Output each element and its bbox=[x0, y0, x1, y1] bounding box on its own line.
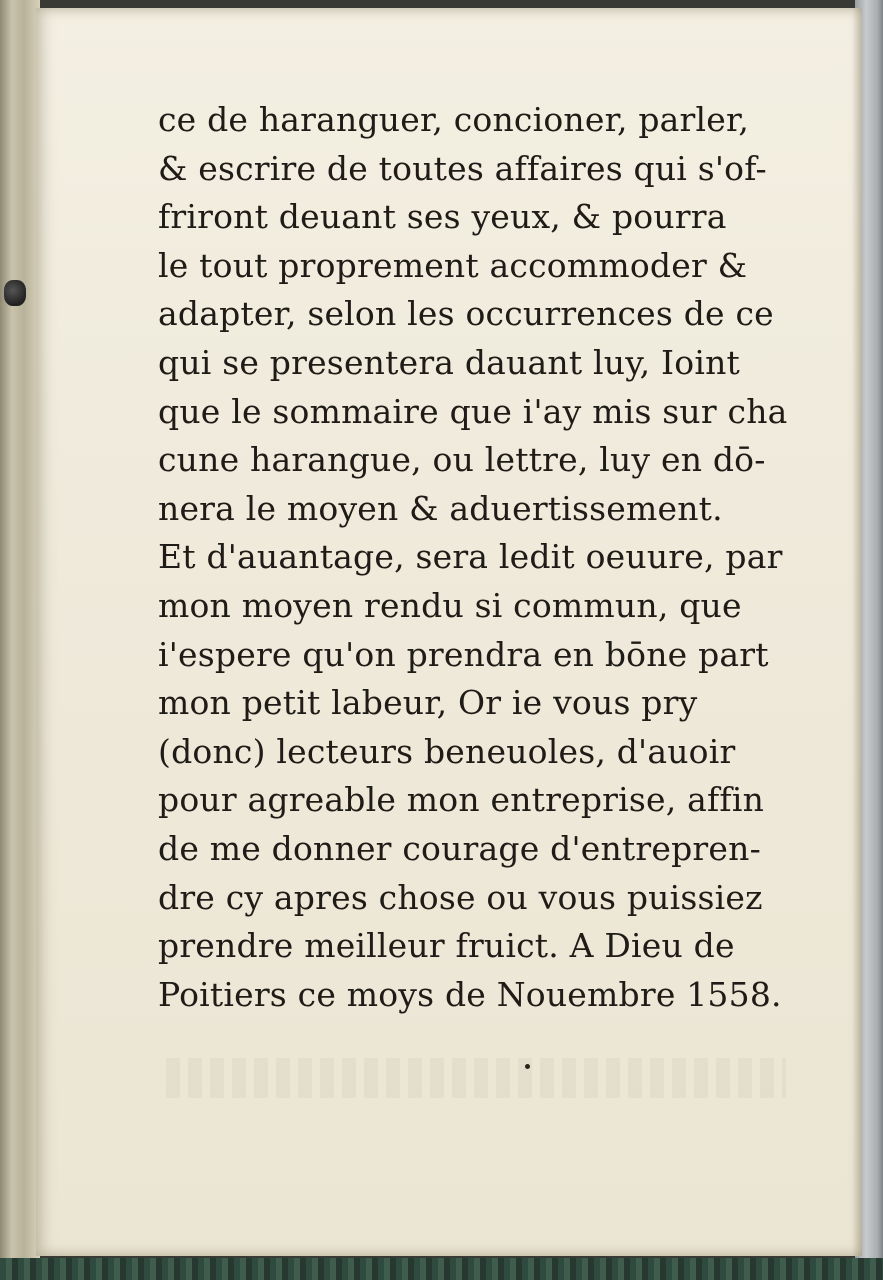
text-line: Et d'auantage, sera ledit oeuure, par bbox=[158, 537, 783, 577]
text-line: adapter, selon les occurrences de ce bbox=[158, 294, 774, 334]
text-line: nera le moyen & aduertissement. bbox=[158, 488, 723, 528]
show-through bbox=[166, 1058, 786, 1098]
text-line: ce de haranguer, concioner, parler, bbox=[158, 100, 750, 139]
text-line: le tout proprement accommoder & bbox=[158, 245, 748, 285]
text-line: cune harangue, ou lettre, luy en dō- bbox=[158, 440, 766, 480]
page-text bbox=[158, 96, 818, 1019]
text-line: i'espere qu'on prendra en bōne part bbox=[158, 634, 769, 674]
text-line: & escrire de toutes affaires qui s'of- bbox=[158, 148, 767, 188]
text-line: Poitiers ce moys de Nouembre 1558. bbox=[158, 974, 782, 1014]
text-line: prendre meilleur fruict. A Dieu de bbox=[158, 926, 735, 966]
text-line: que le sommaire que i'ay mis sur cha bbox=[158, 391, 788, 431]
cover-cloth bbox=[0, 1258, 883, 1280]
text-line: qui se presentera dauant luy, Ioint bbox=[158, 342, 741, 382]
book-page bbox=[36, 8, 862, 1256]
text-line: dre cy apres chose ou vous puissiez bbox=[158, 877, 763, 917]
text-line: pour agreable mon entreprise, affin bbox=[158, 780, 765, 820]
text-line: (donc) lecteurs beneuoles, d'auoir bbox=[158, 731, 736, 771]
text-line: friront deuant ses yeux, & pourra bbox=[158, 197, 727, 237]
text-line: de me donner courage d'entrepren- bbox=[158, 828, 761, 868]
ornament-dot bbox=[525, 1064, 530, 1069]
text-line: mon petit labeur, Or ie vous pry bbox=[158, 683, 698, 723]
left-binding bbox=[0, 0, 40, 1280]
clasp-icon bbox=[4, 280, 26, 306]
text-line: mon moyen rendu si commun, que bbox=[158, 585, 742, 625]
